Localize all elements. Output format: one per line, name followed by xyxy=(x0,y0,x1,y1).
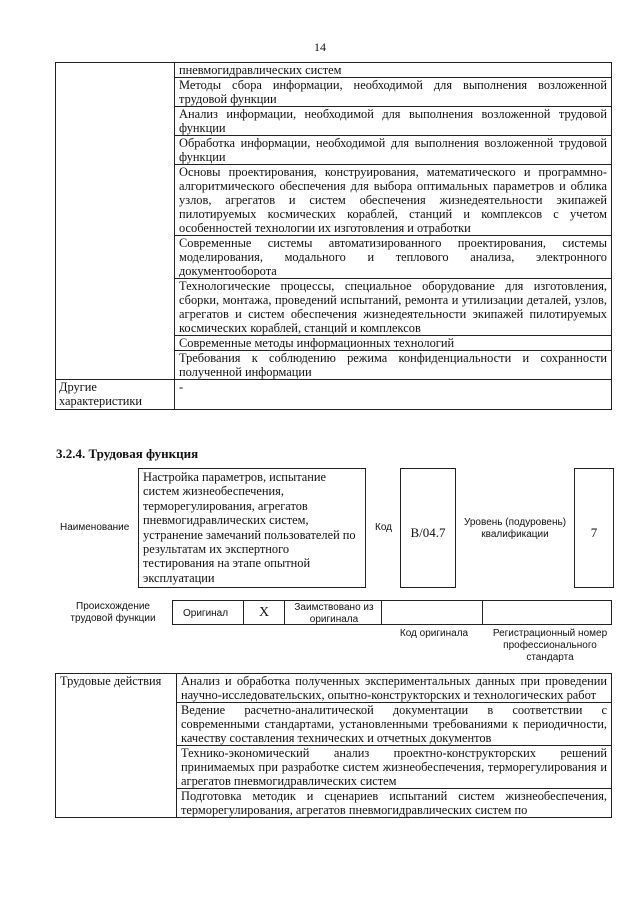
table-cell: пневмогидравлических систем xyxy=(175,63,612,78)
table-left-cell xyxy=(56,63,175,380)
labor-actions-label: Трудовые действия xyxy=(56,674,177,818)
table-cell: Технологические процессы, специальное оборудование для изготовления, сборки, монтажа, проведений испытаний, ремонта и утилизации деталей, узлов, агрегатов и систем обеспечения жизнедеятельности экипажей пилотируемых космических кораблей, станций и комплексов xyxy=(175,279,612,336)
other-characteristics-label: Другие характеристики xyxy=(56,380,175,410)
function-name-box: Настройка параметров, испытание систем жизнеобеспечения, терморегулирования, агрегатов пневмогидравлических систем, устранение замечаний пользователей по результатам их экспертного тестирования на этапе опытной эксплуатации xyxy=(138,468,366,588)
reg-number-cell xyxy=(482,600,612,625)
knowledge-table xyxy=(55,62,612,410)
table-row xyxy=(56,380,612,410)
origin-row xyxy=(172,600,612,625)
table-cell: Методы сбора информации, необходимой для выполнения возложенной трудовой функции xyxy=(175,78,612,107)
table-cell: Анализ и обработка полученных экспериментальных данных при проведении научно-исследовательских, опытно-конструкторских и технологических работ xyxy=(177,674,612,703)
table-row xyxy=(56,63,612,78)
table-cell: Обработка информации, необходимой для выполнения возложенной трудовой функции xyxy=(175,136,612,165)
origin-label: Происхождение трудовой функции xyxy=(70,601,156,624)
section-heading: 3.2.4. Трудовая функция xyxy=(56,446,199,461)
table-cell: Подготовка методик и сценариев испытаний систем жизнеобеспечения, терморегулирования, агрегатов пневмогидравлических систем по xyxy=(177,789,612,818)
table-cell: Анализ информации, необходимой для выполнения возложенной трудовой функции xyxy=(175,107,612,136)
borrowed-cell xyxy=(284,600,382,625)
table-cell: Ведение расчетно-аналитической документации в соответствии с современными стандартами, установленными требованиями к периодичности, качеству составления технических и отчетных документов xyxy=(177,703,612,746)
labor-actions-table xyxy=(55,673,612,818)
level-value: 7 xyxy=(574,468,614,588)
code-value: B/04.7 xyxy=(400,468,456,588)
code-label: Код xyxy=(375,522,393,533)
level-label: Уровень (подуровень) квалификации xyxy=(463,517,567,540)
original-label: Оригинал xyxy=(183,608,229,619)
borrowed-label: Заимствовано из оригинала xyxy=(294,602,374,625)
original-cell xyxy=(172,600,244,625)
name-label: Наименование xyxy=(60,522,130,533)
table-cell: Основы проектирования, конструирования, математического и программно-алгоритмического обеспечения для выбора оптимальных параметров и облика узлов, агрегатов и систем обеспечения жизнедеятельности экипажей пилотируемых космических кораблей, станций и комплексов с учетом особенностей технологии их изготовления и отработки xyxy=(175,165,612,236)
original-mark: X xyxy=(243,600,285,625)
origin-code-label: Код оригинала xyxy=(399,628,469,639)
table-row xyxy=(56,674,612,703)
table-cell: Технико-экономический анализ проектно-конструкторских решений принимаемых при разработке систем жизнеобеспечения, терморегулирования и агрегатов пневмогидравлических систем xyxy=(177,746,612,789)
origin-code-cell xyxy=(381,600,483,625)
other-characteristics-value: - xyxy=(175,380,612,410)
table-cell: Современные системы автоматизированного проектирования, системы моделирования, модального и теплового анализа, электронного документооборота xyxy=(175,236,612,279)
page-number: 14 xyxy=(314,40,326,54)
table-cell: Современные методы информационных технологий xyxy=(175,336,612,351)
table-cell: Требования к соблюдению режима конфиденциальности и сохранности полученной информации xyxy=(175,351,612,380)
reg-number-label: Регистрационный номер профессионального стандарта xyxy=(492,628,608,663)
